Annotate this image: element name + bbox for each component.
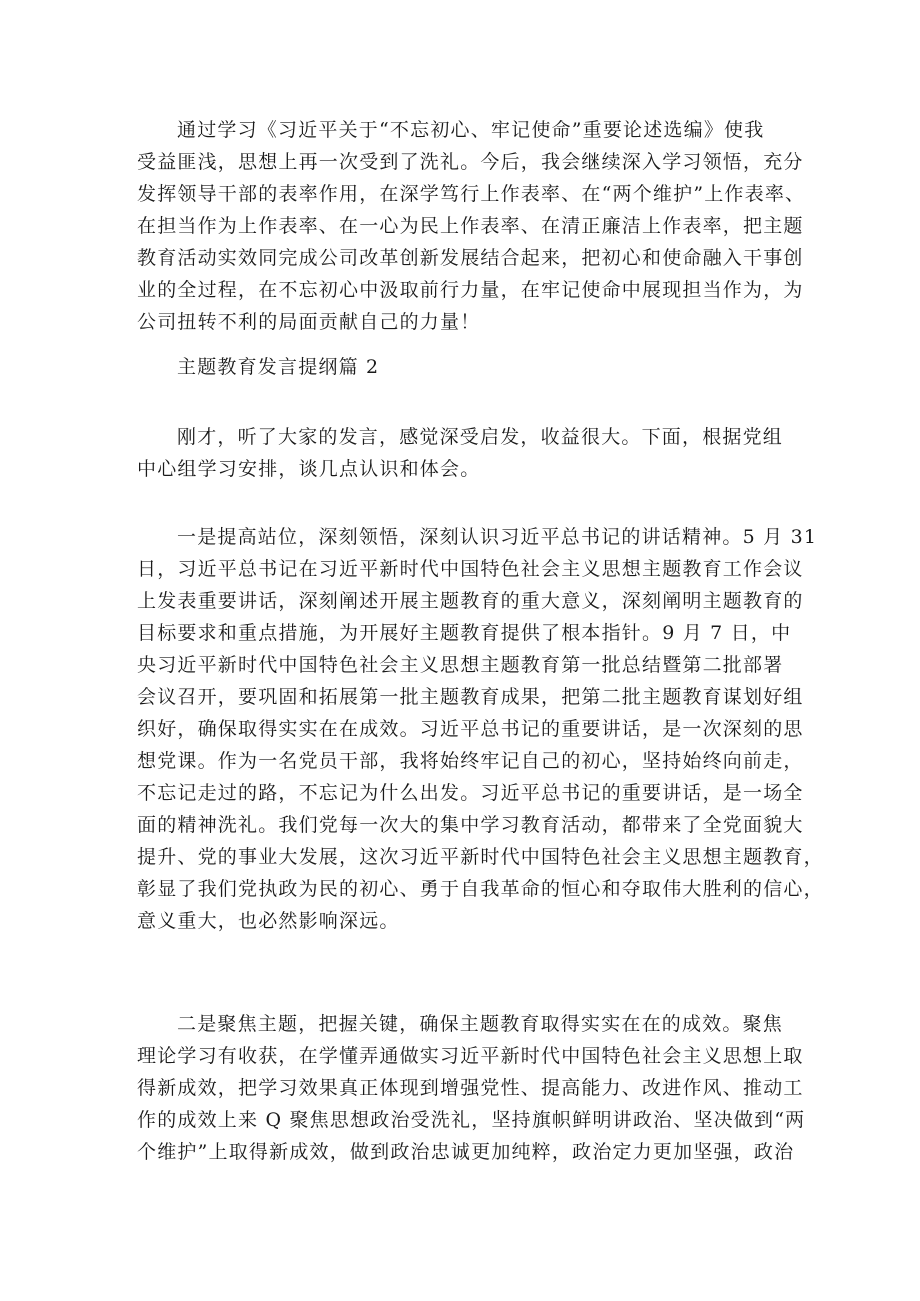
text-line: 发挥领导干部的表率作用，在深学笃行上作表率、在“两个维护”上作表率、 [137, 183, 806, 205]
text-line: 不忘记走过的路，不忘记为什么出发。习近平总书记的重要讲话，是一场全 [137, 782, 804, 804]
text-line: 想党课。作为一名党员干部，我将始终牢记自己的初心，坚持始终向前走， [137, 750, 804, 772]
text-line: 意义重大，也必然影响深远。 [137, 910, 400, 932]
text-line: 一是提高站位，深刻领悟，深刻认识习近平总书记的讲话精神。5 月 31 [177, 526, 818, 548]
text-line: 央习近平新时代中国特色社会主义思想主题教育第一批总结暨第二批部署 [137, 654, 784, 676]
paragraph-4 [137, 1008, 806, 1168]
text-line: 中心组学习安排，谈几点认识和体会。 [137, 458, 481, 480]
text-line: 目标要求和重点措施，为开展好主题教育提供了根本指针。9 月 7 日，中 [137, 622, 792, 644]
text-line: 彰显了我们党执政为民的初心、勇于自我革命的恒心和夺取伟大胜利的信心， [137, 878, 824, 900]
text-line: 提升、党的事业大发展，这次习近平新时代中国特色社会主义思想主题教育， [137, 846, 824, 868]
text-line: 受益匪浅，思想上再一次受到了洗礼。今后，我会继续深入学习领悟，充分 [137, 151, 804, 173]
text-line: 织好，确保取得实实在在成效。习近平总书记的重要讲话，是一次深刻的思 [137, 718, 804, 740]
section-heading: 主题教育发言提纲篇 2 [177, 356, 380, 378]
text-line: 刚才，听了大家的发言，感觉深受启发，收益很大。下面，根据党组 [177, 426, 784, 448]
text-line: 在担当作为上作表率、在一心为民上作表率、在清正廉洁上作表率，把主题 [137, 215, 804, 237]
paragraph-1 [137, 114, 806, 338]
text-line: 二是聚焦主题，把握关键，确保主题教育取得实实在在的成效。聚焦 [177, 1013, 784, 1035]
text-line: 教育活动实效同完成公司改革创新发展结合起来，把初心和使命融入干事创 [137, 247, 804, 269]
paragraph-2 [137, 421, 797, 485]
text-line: 会议召开，要巩固和拓展第一批主题教育成果，把第二批主题教育谋划好组 [137, 686, 804, 708]
text-line: 理论学习有收获，在学懂弄通做实习近平新时代中国特色社会主义思想上取 [137, 1045, 804, 1067]
text-line: 日，习近平总书记在习近平新时代中国特色社会主义思想主题教育工作会议 [137, 558, 804, 580]
text-line: 通过学习《习近平关于“不忘初心、牢记使命”重要论述选编》使我 [177, 119, 765, 141]
text-line: 上发表重要讲话，深刻阐述开展主题教育的重大意义，深刻阐明主题教育的 [137, 590, 804, 612]
text-line: 面的精神洗礼。我们党每一次大的集中学习教育活动，都带来了全党面貌大 [137, 814, 804, 836]
text-line: 作的成效上来 Q 聚焦思想政治受洗礼，坚持旗帜鲜明讲政治、坚决做到“两 [137, 1109, 806, 1131]
text-line: 业的全过程，在不忘初心中汲取前行力量，在牢记使命中展现担当作为，为 [137, 279, 804, 301]
paragraph-3 [137, 521, 824, 937]
text-line: 个维护”上取得新成效，做到政治忠诚更加纯粹，政治定力更加坚强，政治 [137, 1141, 795, 1163]
text-line: 公司扭转不利的局面贡献自己的力量！ [137, 311, 481, 333]
text-line: 得新成效，把学习效果真正体现到增强党性、提高能力、改进作风、推动工 [137, 1077, 804, 1099]
